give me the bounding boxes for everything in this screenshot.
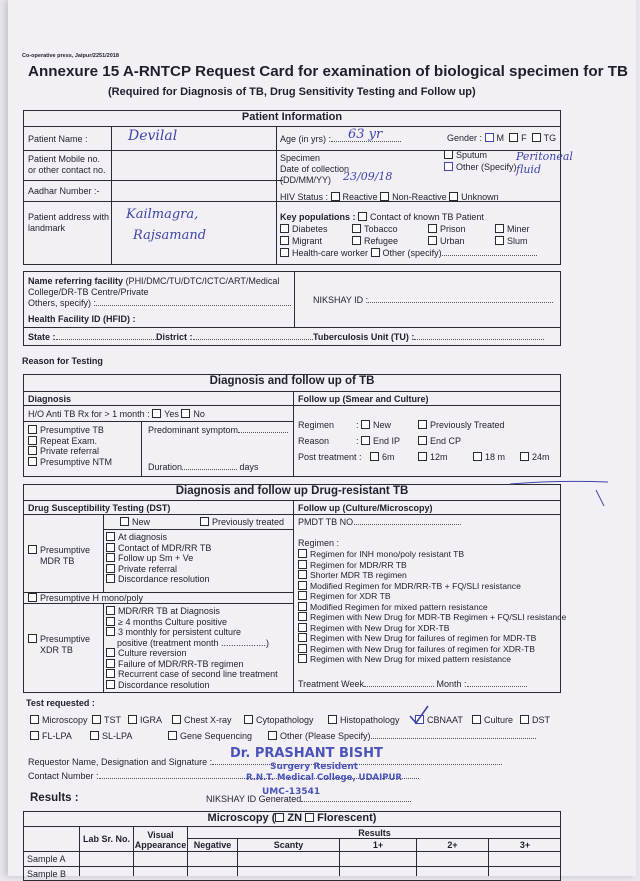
repeat-exam-checkbox[interactable] xyxy=(28,436,37,445)
dr-regimen-list xyxy=(298,549,566,665)
dr-regimen-4-checkbox[interactable] xyxy=(298,581,307,590)
dr-regimen-6-label: Modified Regimen for mixed pattern resistance xyxy=(310,601,488,612)
presumptive-xdr-checkbox[interactable] xyxy=(28,634,37,643)
sample-b-label: Sample B xyxy=(27,869,67,879)
dr-regimen-2-label: Regimen for MDR/RR TB xyxy=(310,559,407,570)
xdr-opt-6-checkbox[interactable] xyxy=(106,669,115,678)
dr-regimen-8-checkbox[interactable] xyxy=(298,623,307,632)
mdr-opt-4-label: Private referral xyxy=(118,563,178,574)
lab-sr-header: Lab Sr. No. xyxy=(82,834,130,844)
test-gene-seq-checkbox[interactable] xyxy=(168,731,177,740)
hiv-reactive-checkbox[interactable] xyxy=(331,192,340,201)
gender-field xyxy=(447,133,556,144)
requestor-label: Requestor Name, Designation and Signature : xyxy=(28,757,213,767)
mdr-opt-1-label: At diagnosis xyxy=(118,532,168,542)
form-subtitle: (Required for Diagnosis of TB, Drug Sensitivity Testing and Follow up) xyxy=(108,86,476,98)
doctor-stamp-line-4: UMC-13541 xyxy=(262,787,321,797)
sputum-label: Sputum xyxy=(456,150,488,160)
dst-label: Drug Susceptibility Testing (DST) xyxy=(28,503,171,513)
test-histopathology-checkbox[interactable] xyxy=(328,715,337,724)
post-24m-label: 24m xyxy=(532,452,550,462)
refugee-label: Refugee xyxy=(364,236,399,246)
doctor-stamp-line-3: R.N.T. Medical College, UDAIPUR xyxy=(246,773,402,783)
diabetes-checkbox[interactable] xyxy=(280,224,289,233)
scanty-header: Scanty xyxy=(273,840,304,850)
xdr-opt-5-label: Failure of MDR/RR-TB regimen xyxy=(118,658,244,669)
presumptive-tb-checkbox[interactable] xyxy=(28,425,37,434)
xdr-opt-7-label: Discordance resolution xyxy=(118,679,210,690)
other-specimen-checkbox[interactable] xyxy=(444,162,453,171)
prison-label: Prison xyxy=(440,224,466,234)
regimen-prev-label: Previously Treated xyxy=(430,420,505,430)
sputum-checkbox[interactable] xyxy=(444,150,453,159)
mobile-label: Patient Mobile no. or other contact no. xyxy=(28,154,106,175)
urban-checkbox[interactable] xyxy=(428,236,437,245)
presumptive-ntm-label: Presumptive NTM xyxy=(40,456,113,467)
test-requested-label: Test requested : xyxy=(26,698,95,708)
dst-new-checkbox[interactable] xyxy=(120,517,129,526)
doctor-stamp-line-2: Surgery Resident xyxy=(270,762,359,772)
visual-appearance-header: Visual Appearance xyxy=(134,830,187,850)
mdr-opt-4-checkbox[interactable] xyxy=(106,564,115,573)
presumptive-tb-label: Presumptive TB xyxy=(40,425,104,435)
three-plus-header: 3+ xyxy=(519,840,531,850)
post-6m-checkbox[interactable] xyxy=(370,452,379,461)
hiv-nonreactive-label: Non-Reactive xyxy=(392,192,447,202)
regimen-label: Regimen xyxy=(298,420,335,430)
dx-heading: Diagnosis and follow up of TB xyxy=(209,375,375,387)
post-12m-label: 12m xyxy=(430,452,448,462)
test-cbnaat-label: CBNAAT xyxy=(427,715,463,725)
tobacco-checkbox[interactable] xyxy=(352,224,361,233)
slum-label: Slum xyxy=(507,236,528,246)
mdr-options xyxy=(106,532,211,585)
end-cp-checkbox[interactable] xyxy=(418,436,427,445)
age-value[interactable]: 63 yr xyxy=(348,127,383,142)
test-sl-lpa-label: SL-LPA xyxy=(102,731,133,741)
post-treatment-label: Post treatment : xyxy=(298,452,362,462)
test-dst-label: DST xyxy=(532,715,550,725)
test-fl-lpa-label: FL-LPA xyxy=(42,731,72,741)
post-6m-label: 6m xyxy=(382,452,395,462)
dr-regimen-label: Regimen : xyxy=(298,538,340,548)
florescent-checkbox[interactable] xyxy=(305,813,314,822)
post-24m-checkbox[interactable] xyxy=(520,452,529,461)
ho-no-label: No xyxy=(193,409,205,419)
treatment-month-label: Month : xyxy=(436,679,467,689)
xdr-opt-3-label: 3 monthly for persistent culture xyxy=(118,627,242,637)
tu-label: Tuberculosis Unit (TU) : xyxy=(313,332,415,342)
gender-m-checkbox[interactable] xyxy=(485,133,494,142)
hiv-reactive-label: Reactive xyxy=(342,192,378,202)
diagnosis-label: Diagnosis xyxy=(28,394,72,404)
gender-f-label: F xyxy=(521,133,527,143)
test-cytopathology-label: Cytopathology xyxy=(256,715,314,725)
hiv-label: HIV Status : xyxy=(280,192,329,202)
gender-tg-checkbox[interactable] xyxy=(532,133,541,142)
dx-options xyxy=(28,425,112,467)
dr-regimen-4-label: Modified Regimen for MDR/RR-TB + FQ/SLI resistance xyxy=(310,580,521,591)
ho-yes-label: Yes xyxy=(164,409,179,419)
end-ip-checkbox[interactable] xyxy=(361,436,370,445)
presumptive-xdr-label-2: XDR TB xyxy=(40,645,73,655)
test-cytopathology-checkbox[interactable] xyxy=(244,715,253,724)
xdr-opt-4-checkbox[interactable] xyxy=(106,648,115,657)
test-chest-xray-checkbox[interactable] xyxy=(172,715,181,724)
dr-regimen-3-checkbox[interactable] xyxy=(298,570,307,579)
form-title: Annexure 15 A-RNTCP Request Card for examination of biological specimen for TB xyxy=(28,63,629,80)
reason-label: Reason xyxy=(298,436,330,446)
private-referral-label: Private referral xyxy=(40,446,100,456)
negative-header: Negative xyxy=(193,840,232,850)
xdr-opt-3-checkbox[interactable] xyxy=(106,627,115,636)
gender-m-label: M xyxy=(496,133,505,143)
xdr-opt-5-checkbox[interactable] xyxy=(106,659,115,668)
regimen-new-checkbox[interactable] xyxy=(361,420,370,429)
mdr-opt-3-label: Follow up Sm + Ve xyxy=(118,553,194,563)
address-line-1[interactable]: Kailmagra, xyxy=(126,207,199,222)
ho-yes-checkbox[interactable] xyxy=(152,409,161,418)
mdr-opt-2-checkbox[interactable] xyxy=(106,543,115,552)
microscopy-heading xyxy=(23,812,561,824)
tobacco-label: Tobacco xyxy=(364,224,398,234)
mdr-opt-5-checkbox[interactable] xyxy=(106,574,115,583)
repeat-exam-label: Repeat Exam. xyxy=(40,435,98,446)
dst-new-label: New xyxy=(132,517,151,527)
hiv-unknown-label: Unknown xyxy=(461,192,499,202)
xdr-opt-1-label: MDR/RR TB at Diagnosis xyxy=(118,606,220,616)
florescent-label: Florescent) xyxy=(317,812,377,824)
other-specimen-label: Other (Specify) xyxy=(456,162,517,172)
facility-label-rest: (PHI/DMC/TU/DTC/ICTC/ART/Medical xyxy=(125,276,280,286)
regimen-prev-checkbox[interactable] xyxy=(418,420,427,429)
ho-no-checkbox[interactable] xyxy=(181,409,190,418)
miner-label: Miner xyxy=(507,224,530,234)
presumptive-mdr-label-2: MDR TB xyxy=(40,556,75,566)
facility-label: Name referring facility xyxy=(28,276,124,286)
presumptive-xdr-label: Presumptive xyxy=(40,634,91,644)
address-label: Patient address with landmark xyxy=(28,212,110,233)
one-plus-header: 1+ xyxy=(372,840,384,850)
presumptive-mdr-label: Presumptive xyxy=(40,545,91,555)
dst-prev-checkbox[interactable] xyxy=(200,517,209,526)
mdr-opt-3-checkbox[interactable] xyxy=(106,553,115,562)
keypop-contact-label: Contact of known TB Patient xyxy=(370,212,484,222)
pmdt-label: PMDT TB NO. xyxy=(298,517,356,527)
printer-note: Co-operative press, Jaipur/2251/2018 xyxy=(22,53,119,59)
address-line-2[interactable]: Rajsamand xyxy=(133,228,207,243)
hiv-status xyxy=(280,192,499,203)
mdr-opt-2-label: Contact of MDR/RR TB xyxy=(118,542,212,553)
test-sl-lpa-checkbox[interactable] xyxy=(90,731,99,740)
dr-regimen-1-label: Regimen for INH mono/poly resistant TB xyxy=(310,549,465,559)
duration-label: Duration xyxy=(148,462,183,472)
facility-line-2: College/DR-TB Centre/Private xyxy=(28,287,149,297)
xdr-opt-4-label: Culture reversion xyxy=(118,648,187,658)
dr-regimen-1-checkbox[interactable] xyxy=(298,549,307,558)
presumptive-h-label: Presumptive H mono/poly xyxy=(40,593,144,603)
xdr-opt-6-label: Recurrent case of second line treatment xyxy=(118,669,278,679)
post-18m-checkbox[interactable] xyxy=(473,452,482,461)
zn-checkbox[interactable] xyxy=(275,813,284,822)
facility-line-3: Others, specify) : xyxy=(28,298,97,308)
patient-name-value[interactable]: Devilal xyxy=(128,128,178,144)
dr-regimen-7-checkbox[interactable] xyxy=(298,612,307,621)
test-gene-seq-label: Gene Sequencing xyxy=(180,731,253,741)
dr-regimen-5-checkbox[interactable] xyxy=(298,591,307,600)
reason-for-testing: Reason for Testing xyxy=(22,356,103,366)
test-culture-label: Culture xyxy=(484,715,514,725)
dr-regimen-2-checkbox[interactable] xyxy=(298,560,307,569)
dr-regimen-5-label: Regimen for XDR TB xyxy=(310,591,391,601)
refugee-checkbox[interactable] xyxy=(352,236,361,245)
contact-label: Contact Number : xyxy=(28,771,99,781)
referral-nikshay-label: NIKSHAY ID : xyxy=(313,295,369,305)
dr-regimen-7-label: Regimen with New Drug for MDR-TB Regimen + FQ/SLI resistance xyxy=(310,612,567,622)
cbnaat-tick-mark xyxy=(408,704,430,726)
test-other-label: Other (Please Specify) xyxy=(280,731,371,741)
migrant-checkbox[interactable] xyxy=(280,236,289,245)
keypop-contact-checkbox[interactable] xyxy=(358,212,367,221)
dr-regimen-6-checkbox[interactable] xyxy=(298,602,307,611)
presumptive-mdr-checkbox[interactable] xyxy=(28,545,37,554)
presumptive-ntm-checkbox[interactable] xyxy=(28,457,37,466)
dr-regimen-11-label: Regimen with New Drug for mixed pattern resistance xyxy=(310,654,512,664)
dr-heading: Diagnosis and follow up Drug-resistant TB xyxy=(175,485,409,497)
test-igra-checkbox[interactable] xyxy=(128,715,137,724)
pen-stroke-mark xyxy=(508,480,618,520)
treatment-week-label: Treatment Week xyxy=(298,679,365,689)
gender-tg-label: TG xyxy=(543,133,557,143)
days-label: days xyxy=(239,462,259,472)
two-plus-header: 2+ xyxy=(447,840,458,850)
district-label: District : xyxy=(156,332,193,342)
patient-name-label: Patient Name : xyxy=(28,134,88,144)
dr-followup-label: Follow up (Culture/Microscopy) xyxy=(298,503,433,513)
state-label: State : xyxy=(28,332,56,342)
xdr-opt-3-cont: positive (treatment month ..................) xyxy=(117,637,270,648)
patient-info-heading: Patient Information xyxy=(241,111,343,123)
zn-label: ZN xyxy=(287,812,303,824)
test-dst-checkbox[interactable] xyxy=(520,715,529,724)
end-ip-label: End IP xyxy=(373,436,401,446)
specimen-label: Specimen xyxy=(280,153,321,163)
doc-value[interactable]: 23/09/18 xyxy=(343,170,393,183)
dr-regimen-9-label: Regimen with New Drug for failures of regimen for MDR-TB xyxy=(310,633,537,643)
hcw-label: Health-care worker xyxy=(292,248,369,258)
keypop-label: Key populations : xyxy=(280,212,356,222)
aadhar-label: Aadhar Number :- xyxy=(28,186,100,196)
followup-label: Follow up (Smear and Culture) xyxy=(298,394,429,404)
slum-checkbox[interactable] xyxy=(495,236,504,245)
results-label: Results : xyxy=(30,792,79,804)
test-fl-lpa-checkbox[interactable] xyxy=(30,731,39,740)
doc-label: Date of collection (DD/MM/YY) xyxy=(280,164,350,185)
diabetes-label: Diabetes xyxy=(292,224,328,234)
dst-prev-label: Previously treated xyxy=(212,517,285,527)
dr-regimen-8-label: Regimen with New Drug for XDR-TB xyxy=(310,622,450,633)
keypop-other-label: Other (specify) xyxy=(382,248,442,258)
regimen-new-label: New xyxy=(373,420,392,430)
ho-label: H/O Anti TB Rx for > 1 month : xyxy=(28,409,150,419)
hcw-checkbox[interactable] xyxy=(280,248,289,257)
nikshay-generated-label: NIKSHAY ID Generated xyxy=(206,794,302,804)
test-other-checkbox[interactable] xyxy=(268,731,277,740)
specimen-value[interactable]: Peritoneal fluid xyxy=(516,150,573,176)
test-chest-xray-label: Chest X-ray xyxy=(184,715,232,725)
dr-regimen-10-checkbox[interactable] xyxy=(298,644,307,653)
test-histopathology-label: Histopathology xyxy=(340,715,400,725)
mdr-opt-5-label: Discordance resolution xyxy=(118,574,210,584)
test-culture-checkbox[interactable] xyxy=(472,715,481,724)
hiv-unknown-checkbox[interactable] xyxy=(449,192,458,201)
post-12m-checkbox[interactable] xyxy=(418,452,427,461)
dr-regimen-11-checkbox[interactable] xyxy=(298,654,307,663)
keypop-other-checkbox[interactable] xyxy=(371,248,380,257)
xdr-options xyxy=(106,606,278,690)
test-tst-label: TST xyxy=(104,715,121,725)
prison-checkbox[interactable] xyxy=(428,224,437,233)
hiv-nonreactive-checkbox[interactable] xyxy=(380,192,389,201)
post-18m-label: 18 m xyxy=(485,452,506,462)
xdr-opt-1-checkbox[interactable] xyxy=(106,606,115,615)
xdr-opt-2-label: ≥ 4 months Culture positive xyxy=(118,616,227,627)
hfid-label: Health Facility ID (HFID) : xyxy=(28,314,136,324)
urban-label: Urban xyxy=(440,236,465,246)
dr-regimen-9-checkbox[interactable] xyxy=(298,633,307,642)
dr-regimen-10-label: Regimen with New Drug for failures of regimen for XDR-TB xyxy=(310,643,535,654)
predominant-symptom-label: Predominant symptom xyxy=(148,425,239,435)
end-cp-label: End CP xyxy=(430,436,462,446)
results-header: Results xyxy=(358,828,391,838)
gender-label: Gender : xyxy=(447,133,483,143)
test-microscopy-label: Microscopy xyxy=(42,715,88,725)
miner-checkbox[interactable] xyxy=(495,224,504,233)
migrant-label: Migrant xyxy=(292,236,323,246)
dr-regimen-3-label: Shorter MDR TB regimen xyxy=(310,570,407,580)
test-tst-checkbox[interactable] xyxy=(92,715,101,724)
presumptive-h-checkbox[interactable] xyxy=(28,593,37,602)
gender-f-checkbox[interactable] xyxy=(509,133,518,142)
xdr-opt-2-checkbox[interactable] xyxy=(106,617,115,626)
private-referral-checkbox[interactable] xyxy=(28,446,37,455)
microscopy-heading-text: Microscopy ( xyxy=(207,812,276,824)
xdr-opt-7-checkbox[interactable] xyxy=(106,680,115,689)
request-card-page: Co-operative press, Jaipur/2251/2018 Annexure 15 A-RNTCP Request Card for examination of biological specimen for TB (Required for Diagnosis of TB, Drug Sensitivity Testing and Follow up) Patient Information Patient Name : Devilal Age (in yrs) : 63 yr Gender : M F TG Patient Mobile no. or other contact no. Specimen Date of collection (DD/MM/YY) 23/09/18 Sputum Other (Specify) Peritoneal fluid Aadhar Number :- HIV Status : Reactive Non-Reactive Unknown Patient address with landmark Kailmagra, Rajsamand Key populations : Contact of known TB Patient Diabetes Tobacco Prison Miner Migrant Refugee Urban Slum Health-care worker Other (specify) Name referring facility (PHI/DMC/TU/DTC/ICTC/ART/Medical College/DR-TB Centre/Private Others, specify) : Health Facility ID (HFID) : NIKSHAY ID : State : District : Tuberculosis Unit (TU) : Reason for Testing Diagnosis and follow up of TB Diagnosis Follow up (Smear and Culture) H/O Anti TB Rx for > 1 month : Yes No Presumptive TB Repeat Exam. Private referral Presumptive NTM Predominant symptom Duration days Regimen : New Previously Treated Reason : End IP End CP Post treatment : 6m 12m 18 m 24m Diagnosis and follow up Drug-resistant TB Drug Susceptibility Testing (DST) Follow up (Culture/Microscopy) New Previously treated PMDT TB NO. Presumptive MDR TB At diagnosis Contact of MDR/RR TB Follow up Sm + Ve Private referral Discordance resolution Presumptive H mono/poly Presumptive XDR TB MDR/RR TB at Diagnosis ≥ 4 months Culture positive 3 monthly for persistent culture positive (treatment month ..................) Culture reversion Failure of MDR/RR-TB regimen Recurrent case of second line treatment Discordance resolution Regimen : Regimen for INH mono/poly resistant TB Regimen for MDR/RR TB Shorter MDR TB regimen Modified Regimen for MDR/RR-TB + FQ/SLI resistance Regimen for XDR TB Modified Regimen for mixed pattern resistance Regimen with New Drug for MDR-TB Regimen + FQ/SLI resistance Regimen with New Drug for XDR-TB Regimen with New Drug for failures of regimen for MDR-TB Regimen with New Drug for failures of regimen for XDR-TB Regimen with New Drug for mixed pattern resistance Treatment Week Month : Test requested : Microscopy TST IGRA Chest X-ray Cytopathology Histopathology CBNAAT Culture DST FL-LPA SL-LPA Gene Sequencing Other (Please Specify) Requestor Name, Designation and Signature : Contact Number : Dr. PRASHANT BISHT Surgery Resident R.N.T. Medical College, UDAIPUR UMC-13541 Results : NIKSHAY ID Generated Microscopy ( ZN Florescent) Results Lab Sr. No. Visual Appearance Negative Scanty 1+ 2+ 3+ Sample A Sample B xyxy=(8,0,636,876)
test-igra-label: IGRA xyxy=(140,715,163,725)
test-microscopy-checkbox[interactable] xyxy=(30,715,39,724)
sample-a-label: Sample A xyxy=(27,854,66,864)
age-label: Age (in yrs) : xyxy=(280,134,332,144)
doctor-stamp-name: Dr. PRASHANT BISHT xyxy=(230,746,383,761)
mdr-opt-1-checkbox[interactable] xyxy=(106,532,115,541)
